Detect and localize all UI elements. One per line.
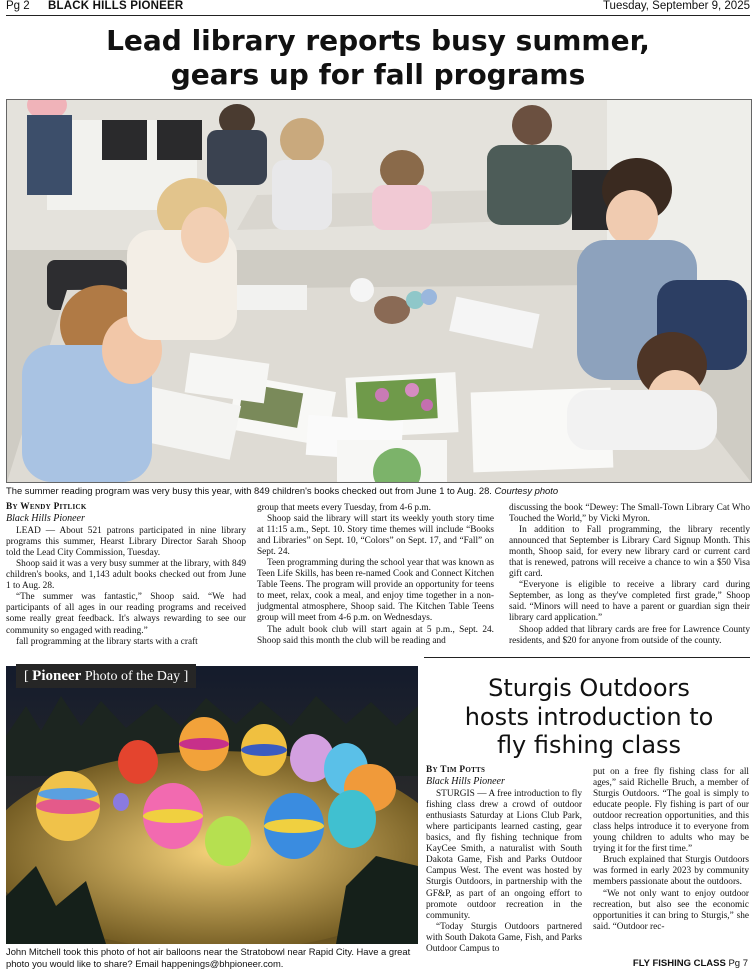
page-header — [6, 0, 750, 16]
library-column-3 — [509, 503, 750, 647]
brand-name: Pioneer — [32, 668, 82, 684]
headline-line: Lead library reports busy summer, — [106, 24, 650, 57]
paragraph: Teen programming during the school year that was known as Teen Life Skills, has been re-named Cook and Connect Kitchen Table Teens. The program will provide an opportunity for teens to meet, relax, cook a meal, and enjoy time together in a non-judgmental atmosphere, Shoop said. The Kitchen Table Teens group will meet from 4-6 p.m. on Wednesdays. — [257, 558, 494, 624]
sturgis-byline: By Tim Potts — [426, 765, 486, 775]
paragraph: “Today Sturgis Outdoors partnered with South Dakota Game, Fish, and Parks Outdoor Campus to — [426, 921, 582, 954]
photo-of-the-day — [6, 666, 418, 944]
paragraph: In addition to Fall programming, the library recently announced that September is Library Card Signup Month. This month, Shoop said, for every new library card or current card that is renewed, patrons will receive a chance to win a $50 Visa gift card. — [509, 525, 750, 580]
photo-of-the-day-label: [ Pioneer Photo of the Day ] — [16, 664, 196, 688]
headline-line: fly fishing class — [496, 731, 682, 759]
caption-text: The summer reading program was very busy this year, with 849 children's books checked out from June 1 to Aug. 28. — [6, 485, 492, 496]
headline-line: gears up for fall programs — [170, 58, 586, 91]
paragraph: STURGIS — A free introduction to fly fishing class drew a crowd of outdoor enthusiasts Saturday at Lions Club Park, where participants learned casting, gear basics, and fly fishing technique from KayCee Smith, a naturalist with South Dakota Game, Fish and Parks Outdoor Campus West. The event was hosted by Sturgis Outdoors, in partnership with the GF&P, as part of an ongoing effort to promote outdoor recreation in the community. — [426, 789, 582, 921]
paragraph: “We not only want to enjoy outdoor recreation, but also see the economic opportunities it can bring to Sturgis,” she said. “Outdoor rec- — [593, 888, 749, 932]
library-photo-caption — [6, 485, 750, 497]
library-photo-illustration — [7, 100, 751, 482]
paragraph: Shoop added that library cards are free for Lawrence County residents, and $20 for anyone from outside of the county. — [509, 624, 750, 646]
newspaper-name: BLACK HILLS PIONEER — [48, 0, 184, 12]
sturgis-headline — [426, 674, 752, 760]
library-photo — [6, 99, 752, 483]
page-number: Pg 2 — [6, 0, 30, 12]
jump-line[interactable] — [633, 958, 748, 969]
paragraph: discussing the book “Dewey: The Small-Town Library Cat Who Touched the World,” by Vicki Myron. — [509, 503, 750, 525]
paragraph: “Everyone is eligible to receive a library card during September, as long as they've completed first grade,” Shoop said. “Minors will need to have a parent or guardian sign their library card application.” — [509, 580, 750, 624]
library-affiliation: Black Hills Pioneer — [6, 513, 85, 525]
library-byline: By Wendy Pitlick — [6, 502, 87, 512]
sturgis-column-2 — [593, 767, 749, 933]
sturgis-column-1 — [426, 765, 582, 955]
headline-line: Sturgis Outdoors — [488, 674, 690, 702]
paragraph: “The summer was fantastic,” Shoop said. “We had participants of all ages in our reading programs and received some really great feedback. It's always rewarding to see our community so engaged with reading.” — [6, 592, 246, 636]
library-column-2 — [257, 503, 494, 647]
photo-credit: Courtesy photo — [494, 485, 559, 496]
paragraph: group that meets every Tuesday, from 4-6 p.m. — [257, 503, 431, 513]
label-text: Photo of the Day — [84, 669, 181, 684]
jump-page: Pg 7 — [728, 958, 748, 969]
jump-label: FLY FISHING CLASS — [632, 958, 726, 969]
paragraph: LEAD — About 521 patrons participated in nine library programs this summer, Hearst Library Director Sarah Shoop told the Lead City Commission, Tuesday. — [6, 526, 246, 559]
section-divider — [424, 657, 750, 658]
paragraph: The adult book club will start again at 5 p.m., Sept. 24. Shoop said this month the club will be reading and — [257, 624, 494, 646]
issue-date: Tuesday, September 9, 2025 — [602, 0, 750, 12]
paragraph: Bruch explained that Sturgis Outdoors was formed in early 2023 by community members passionate about the outdoors. — [593, 855, 749, 888]
paragraph: Shoop said the library will start its weekly youth story time at 11:15 a.m., Sept. 10. Story time themes will include “Books and Libraries” on Sept. 10, “Colors” on Sept. 17, and “Fall” on Sept. 24. — [257, 514, 494, 558]
paragraph: Shoop said it was a very busy summer at the library, with 849 children's books, and 1,143 adult books checked out from June 1 to Aug. 28. — [6, 559, 246, 592]
sturgis-affiliation: Black Hills Pioneer — [426, 776, 505, 788]
photo-of-the-day-caption: John Mitchell took this photo of hot air balloons near the Stratobowl near Rapid City. Have a great photo you would like to share? Email happenings@bhpioneer.com. — [6, 946, 411, 969]
balloons-illustration — [6, 666, 418, 944]
library-column-1 — [6, 502, 246, 648]
library-headline — [40, 24, 716, 92]
paragraph: fall programming at the library starts with a craft — [16, 636, 198, 647]
paragraph: put on a free fly fishing class for all ages,” said Richelle Bruch, a member of Sturgis Outdoors. “The goal is simply to educate people. Fly fishing is part of our outdoor recreation opportunities, and this class helps introduce it to everyone from young children to adults who may be trying it for the first time.” — [593, 767, 749, 855]
headline-line: hosts introduction to — [464, 702, 714, 731]
